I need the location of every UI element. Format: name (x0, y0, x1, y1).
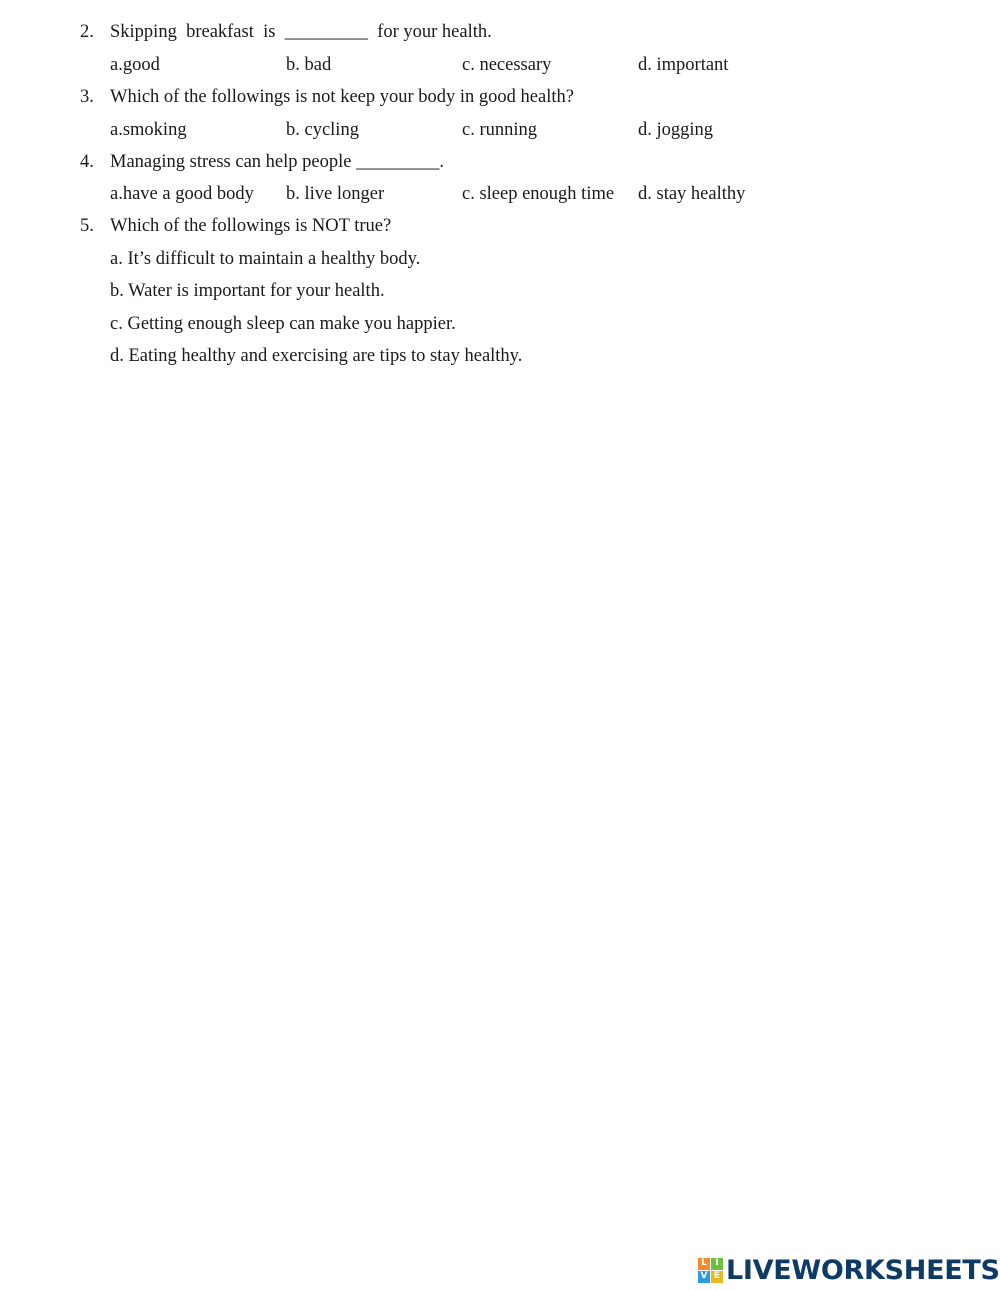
question-3 (0, 87, 1000, 111)
question-3-options (0, 120, 1000, 144)
question-number: 2. (80, 22, 94, 42)
question-text: Managing stress can help people _________. (110, 152, 444, 172)
question-number: 3. (80, 87, 94, 107)
logo-block-l: L (698, 1258, 710, 1270)
option-c[interactable]: c. sleep enough time (462, 184, 615, 204)
option-c[interactable]: c. running (462, 120, 538, 140)
option-d[interactable]: d. jogging (638, 120, 714, 140)
question-2 (0, 22, 1000, 46)
option-c[interactable]: c. Getting enough sleep can make you happier. (110, 314, 456, 334)
liveworksheets-logo (698, 1256, 1000, 1284)
option-d[interactable]: d. important (638, 55, 729, 75)
option-a[interactable]: a.have a good body (110, 184, 254, 204)
option-c[interactable]: c. necessary (462, 55, 552, 75)
question-text: Which of the followings is NOT true? (110, 216, 392, 236)
option-a[interactable]: a.good (110, 55, 160, 75)
logo-text: LIVEWORKSHEETS (726, 1254, 1000, 1286)
question-4-options (0, 184, 1000, 208)
question-4 (0, 152, 1000, 176)
logo-block-i: I (711, 1258, 723, 1270)
option-d[interactable]: d. stay healthy (638, 184, 746, 204)
option-b[interactable]: b. bad (286, 55, 332, 75)
option-b[interactable]: b. cycling (286, 120, 359, 140)
option-b[interactable]: b. Water is important for your health. (110, 281, 385, 301)
option-b[interactable]: b. live longer (286, 184, 385, 204)
option-a[interactable]: a. It’s difficult to maintain a healthy body. (110, 249, 421, 269)
option-a[interactable]: a.smoking (110, 120, 187, 140)
question-number: 4. (80, 152, 94, 172)
question-text: Which of the followings is not keep your body in good health? (110, 87, 574, 107)
logo-block-e: E (711, 1271, 723, 1283)
question-number: 5. (80, 216, 94, 236)
question-5 (0, 216, 1000, 240)
option-d[interactable]: d. Eating healthy and exercising are tips to stay healthy. (110, 346, 523, 366)
logo-block-v: V (698, 1271, 710, 1283)
question-2-options (0, 55, 1000, 79)
question-text: Skipping breakfast is _________ for your health. (110, 22, 492, 42)
logo-mark-icon (698, 1258, 723, 1283)
